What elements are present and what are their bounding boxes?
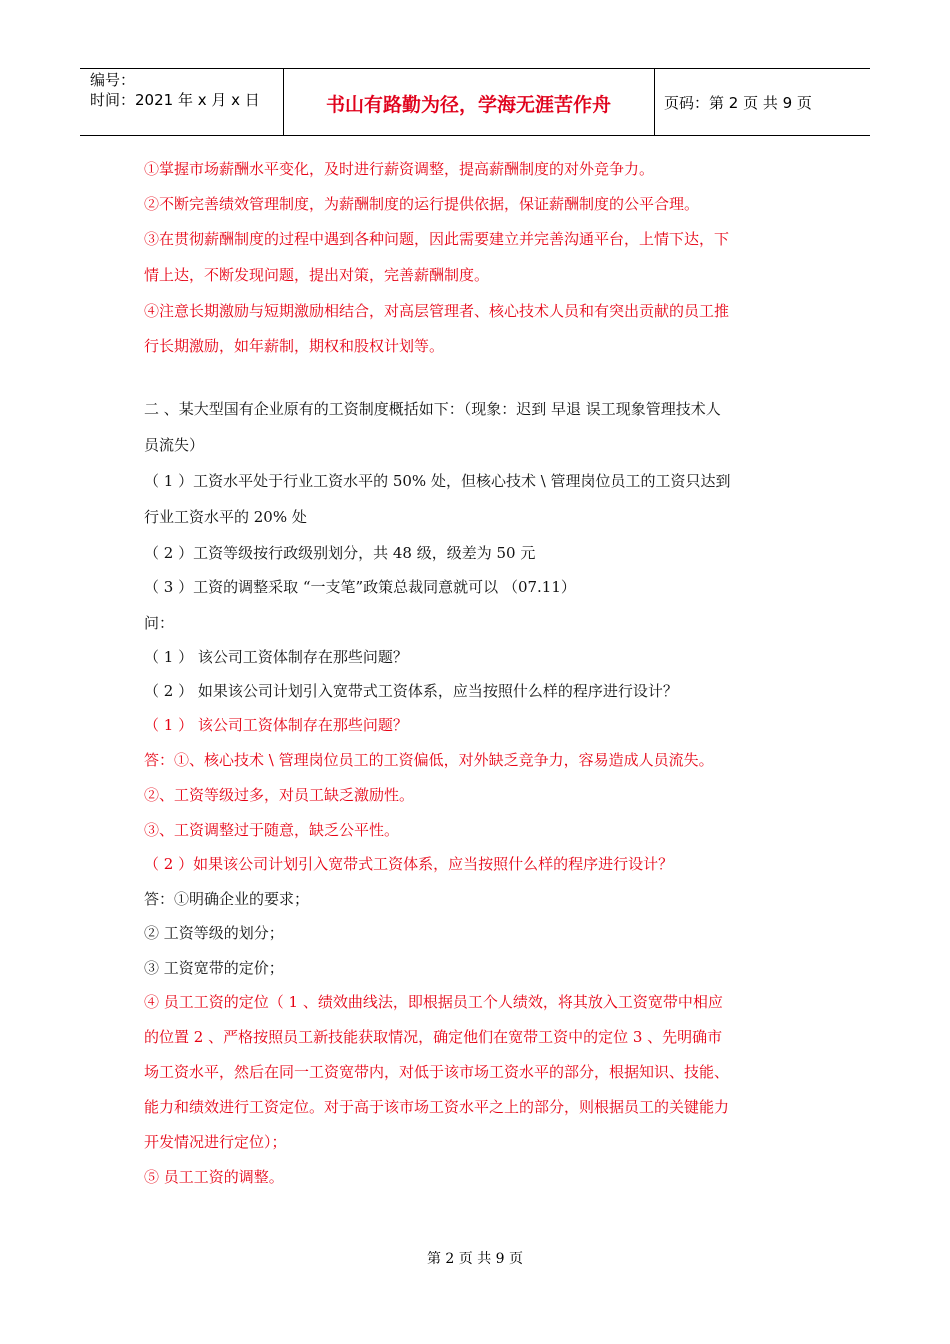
text-line: ④注意长期激励与短期激励相结合，对高层管理者、核心技术人员和有突出贡献的员工推 (144, 302, 730, 320)
text-line: ②不断完善绩效管理制度，为薪酬制度的运行提供依据，保证薪酬制度的公平合理。 (144, 195, 700, 213)
text-line: （ 2 ）工资等级按行政级别划分，共 48 级，级差为 50 元 (144, 544, 536, 562)
text-line: 情上达，不断发现问题，提出对策，完善薪酬制度。 (144, 266, 490, 284)
text-line: ⑤ 员工工资的调整。 (144, 1168, 284, 1186)
text-line: 行业工资水平的 20% 处 (144, 508, 307, 526)
text-line: 答：①、核心技术 \ 管理岗位员工的工资偏低，对外缺乏竞争力，容易造成人员流失。 (144, 751, 714, 769)
text-line: 问： (144, 614, 175, 632)
header-divider-right (654, 68, 655, 135)
text-line: （ 2 ）如果该公司计划引入宽带式工资体系，应当按照什么样的程序进行设计？ (144, 855, 674, 873)
text-line: ② 工资等级的划分； (144, 924, 284, 942)
text-line: （ 1 ） 该公司工资体制存在那些问题？ (144, 716, 408, 734)
text-line: 的位置 2 、严格按照员工新技能获取情况，确定他们在宽带工资中的定位 3 、先明确市 (144, 1028, 723, 1046)
header-motto: 书山有路勤为径，学海无涯苦作舟 (325, 94, 611, 116)
time-label: 时间：2021 年 x 月 x 日 (90, 91, 260, 109)
text-line: 场工资水平，然后在同一工资宽带内，对低于该市场工资水平的部分，根据知识、技能、 (144, 1063, 730, 1081)
number-label: 编号： (90, 71, 136, 89)
header-page-info: 页码：第 2 页 共 9 页 (664, 94, 812, 112)
text-line: （ 3 ）工资的调整采取 “一支笔”政策总裁同意就可以 （07.11） (144, 578, 576, 596)
header-left-cell (90, 70, 260, 110)
text-line: ④ 员工工资的定位（ 1 、绩效曲线法，即根据员工个人绩效，将其放入工资宽带中相应 (144, 993, 723, 1011)
text-line: （ 2 ） 如果该公司计划引入宽带式工资体系，应当按照什么样的程序进行设计？ (144, 682, 678, 700)
text-line: 二 、某大型国有企业原有的工资制度概括如下：（现象：迟到 早退 误工现象管理技术人 (144, 400, 721, 418)
text-line: ②、工资等级过多，对员工缺乏激励性。 (144, 786, 415, 804)
text-line: 开发情况进行定位）； (144, 1133, 287, 1151)
text-line: （ 1 ） 该公司工资体制存在那些问题？ (144, 648, 408, 666)
text-line: 答：①明确企业的要求； (144, 890, 310, 908)
text-line: 行长期激励，如年薪制，期权和股权计划等。 (144, 337, 445, 355)
header-top-rule (80, 68, 870, 69)
text-line: ③ 工资宽带的定价； (144, 959, 284, 977)
text-line: ③在贯彻薪酬制度的过程中遇到各种问题，因此需要建立并完善沟通平台，上情下达，下 (144, 230, 730, 248)
text-line: 能力和绩效进行工资定位。对于高于该市场工资水平之上的部分，则根据员工的关键能力 (144, 1098, 730, 1116)
text-line: ①掌握市场薪酬水平变化，及时进行薪资调整，提高薪酬制度的对外竞争力。 (144, 160, 655, 178)
text-line: 员流失） (144, 436, 205, 454)
text-line: （ 1 ）工资水平处于行业工资水平的 50% 处，但核心技术 \ 管理岗位员工的工资只达到 (144, 472, 731, 490)
text-line: ③、工资调整过于随意，缺乏公平性。 (144, 821, 400, 839)
header-bottom-rule (80, 135, 870, 136)
page-footer: 第 2 页 共 9 页 (426, 1251, 524, 1267)
